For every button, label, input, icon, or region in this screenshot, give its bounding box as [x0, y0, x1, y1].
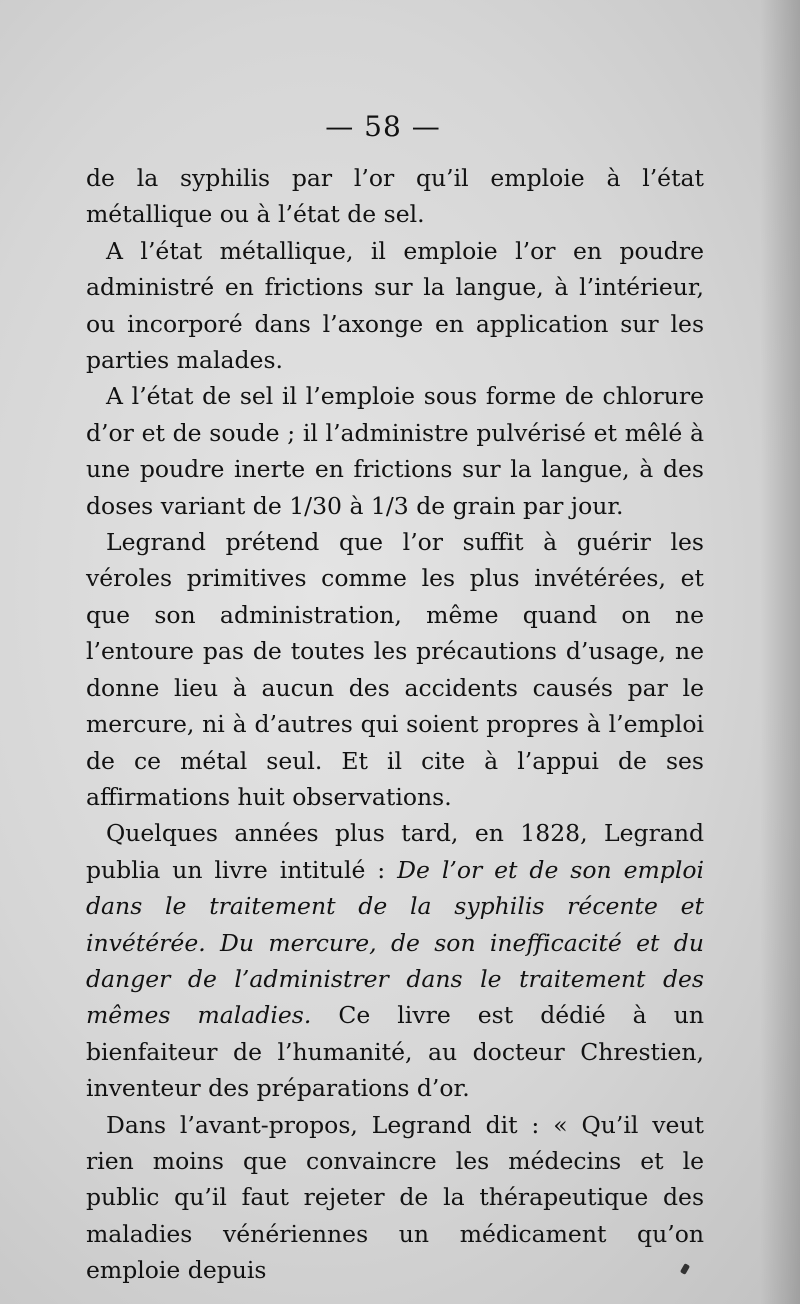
paragraph-5-rest: Ce livre est dédié à un bienfaiteur de l’humanité, au docteur Chrestien, inventeur des préparations d’or.	[86, 1001, 705, 1103]
paragraph-5	[86, 815, 704, 1106]
paragraph-2: A l’état métallique, il emploie l’or en poudre administré en frictions sur la langue, à l’intérieur, ou incorporé dans l’axonge en application sur les parties malades.	[86, 236, 704, 375]
paragraph-4: Legrand prétend que l’or suffit à guérir les véroles primitives comme les plus invétérées, et que son administration, même quand on ne l’entoure pas de toutes les précautions d’usage, ne donne lieu à aucun des accidents causés par le mercure, ni à d’autres qui soient propres à l’emploi de ce métal seul. Et il cite à l’appui de ses affirmations huit observations.	[86, 528, 704, 811]
body-text	[86, 160, 704, 1289]
page-number: — 58 —	[325, 110, 441, 143]
paragraph-3: A l’état de sel il l’emploie sous forme de chlorure d’or et de soude ; il l’administre pulvérisé et mêlé à une poudre inerte en frictions sur la langue, à des doses variant de 1/30 à 1/3 de grain par jour.	[86, 382, 704, 520]
paragraph-1: de la syphilis par l’or qu’il emploie à l’état métallique ou à l’état de sel.	[86, 164, 704, 229]
book-title: De l’or et de son emploi dans le traitement de la syphilis récente et invétérée. Du mercure, de son inefficacité et du danger de l’administrer dans le traitement des mêmes maladies.	[86, 855, 704, 1030]
paragraph-5-intro: Quelques années plus tard, en 1828, Legrand publia un livre intitulé :	[86, 819, 704, 884]
paragraph-6: Dans l’avant-propos, Legrand dit : « Qu’il veut rien moins que convaincre les médecins et le public qu’il faut rejeter de la thérapeutique des maladies vénériennes un médicament qu’on emploie depuis	[86, 1110, 704, 1285]
